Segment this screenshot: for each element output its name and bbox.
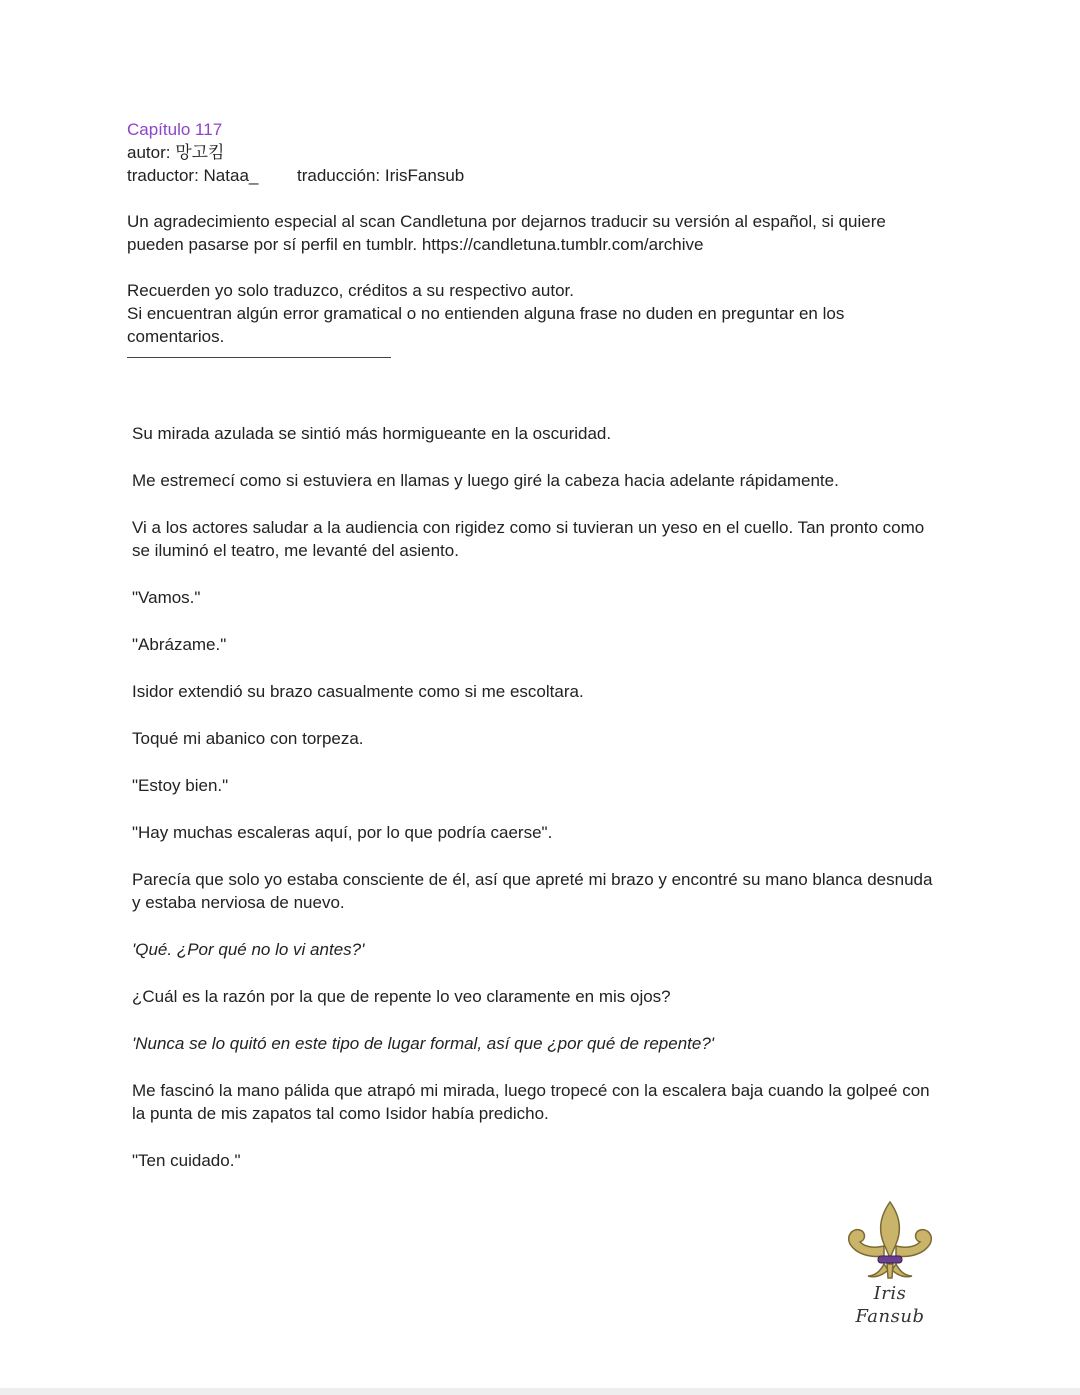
iris-fansub-logo — [840, 1198, 940, 1327]
document-header — [127, 118, 937, 358]
story-paragraph: Toqué mi abanico con torpeza. — [132, 729, 364, 748]
chapter-title: Capítulo 117 — [127, 120, 223, 139]
story-paragraph: Isidor extendió su brazo casualmente como si me escoltara. — [132, 682, 584, 701]
story-paragraph: Me estremecí como si estuviera en llamas y luego giré la cabeza hacia adelante rápidamente. — [132, 471, 839, 490]
story-paragraph: "Vamos." — [132, 588, 201, 607]
story-paragraph: Su mirada azulada se sintió más hormigueante en la oscuridad. — [132, 424, 612, 443]
page-bottom-edge — [0, 1388, 1080, 1395]
reminder-line-2: Si encuentran algún error gramatical o no entienden alguna frase no duden en preguntar en los comentarios. — [127, 304, 845, 346]
logo-text: Iris Fansub — [855, 1283, 925, 1327]
separator-line — [127, 357, 391, 358]
story-paragraph: "Abrázame." — [132, 635, 227, 654]
fleur-de-lis-icon — [840, 1198, 940, 1284]
story-paragraph: Vi a los actores saludar a la audiencia con rigidez como si tuvieran un yeso en el cuello. Tan pronto como se iluminó el teatro, me levanté del asiento. — [132, 518, 925, 560]
story-paragraph: ¿Cuál es la razón por la que de repente lo veo claramente en mis ojos? — [132, 987, 671, 1006]
translation-line: traducción: IrisFansub — [297, 166, 465, 185]
thanks-paragraph: Un agradecimiento especial al scan Candletuna por dejarnos traducir su versión al español, si quiere pueden pasarse por sí perfil en tumblr. https://candletuna.tumblr.com/archive — [127, 212, 886, 254]
author-line: autor: 망고킴 — [127, 143, 225, 162]
credits-line — [127, 164, 937, 187]
story-paragraph: Me fascinó la mano pálida que atrapó mi mirada, luego tropecé con la escalera baja cuando la golpeé con la punta de mis zapatos tal como Isidor había predicho. — [132, 1081, 930, 1123]
story-paragraph: 'Nunca se lo quitó en este tipo de lugar formal, así que ¿por qué de repente?' — [132, 1034, 715, 1053]
story-paragraph: Parecía que solo yo estaba consciente de él, así que apreté mi brazo y encontré su mano blanca desnuda y estaba nerviosa de nuevo. — [132, 870, 933, 912]
story-paragraph: "Hay muchas escaleras aquí, por lo que podría caerse". — [132, 823, 553, 842]
story-body — [127, 422, 937, 1172]
translator-line: traductor: Nataa_ — [127, 166, 259, 185]
story-paragraph: "Estoy bien." — [132, 776, 229, 795]
reminder-line: Recuerden yo solo traduzco, créditos a su respectivo autor. — [127, 281, 574, 300]
story-paragraph: 'Qué. ¿Por qué no lo vi antes?' — [132, 940, 365, 959]
story-paragraph: "Ten cuidado." — [132, 1151, 241, 1170]
